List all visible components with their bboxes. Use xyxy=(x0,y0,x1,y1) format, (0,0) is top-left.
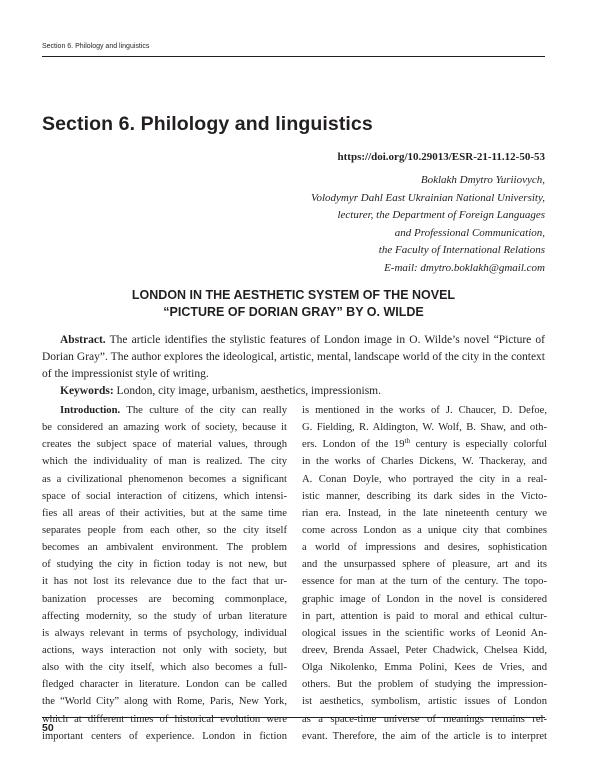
text-line: istic manner, describing its dark sides in the Victo- xyxy=(302,490,547,502)
section-title: Section 6. Philology and linguistics xyxy=(42,113,373,135)
text-line: is mentioned in the works of J. Chaucer, D. Defoe, xyxy=(302,405,547,416)
page-number: 50 xyxy=(42,722,54,734)
author-email[interactable]: E-mail: dmytro.boklakh@gmail.com xyxy=(384,261,545,274)
text-line: is always relevant in terms of psychology, individual xyxy=(42,627,287,639)
text-line: dreev, Brenda Assael, Peter Chadwick, Chelsea Kidd, xyxy=(302,644,547,656)
keywords-label: Keywords: xyxy=(60,385,114,397)
text-line: Olga Nikolenko, Emma Polini, Kees de Vries, and xyxy=(302,662,547,674)
text-line: ist aesthetics, symbolism, artistic issues of London xyxy=(302,696,547,708)
abstract-label: Abstract. xyxy=(60,334,106,346)
text-line: G. Fielding, R. Aldington, W. Wolf, B. Shaw, and oth- xyxy=(302,422,547,434)
text-line: evant. Therefore, the aim of the article is to interpret xyxy=(302,730,547,742)
body-column-left xyxy=(42,402,287,745)
header-rule xyxy=(42,56,545,57)
running-head: Section 6. Philology and linguistics xyxy=(42,43,150,50)
text-line-content: century is especially colorful xyxy=(410,439,547,451)
text-line: come across London as a unique city that combines xyxy=(302,524,547,536)
text-line xyxy=(302,436,547,453)
text-line: creates the subject space of material values, through xyxy=(42,439,287,451)
text-line: be considered an amazing work of society, because it xyxy=(42,422,287,434)
text-line: and the unsurpassed sphere of pleasure, art and its xyxy=(302,559,547,571)
text-line: which the individuality of man is realized. The city xyxy=(42,456,287,468)
text-line: as a civilizational phenomenon becomes a significant xyxy=(42,473,287,485)
text-line: A. Conan Doyle, who portrayed the city in a real- xyxy=(302,473,547,485)
text-line: essence for man at the turn of the century. The topo- xyxy=(302,576,547,588)
text-line: affecting modernity, so the study of urban literature xyxy=(42,610,287,622)
abstract xyxy=(42,332,545,383)
text-line-content: ers. London of the 19 xyxy=(302,439,405,451)
text-line: in part, attention is paid to moral and ethical cultur- xyxy=(302,610,547,622)
text-line: graphic image of London in the novel is considered xyxy=(302,593,547,605)
text-line: becomes an ambivalent environment. The problem xyxy=(42,542,287,554)
text-line: as a space-time universe of meanings remains rel- xyxy=(302,713,547,725)
text-line: space of social interaction of citizens, which intensi- xyxy=(42,490,287,502)
ordinal-suffix: th xyxy=(404,437,411,446)
author-block xyxy=(311,172,545,278)
text-line: ological issues in the scientific works of Leonid An- xyxy=(302,627,547,639)
text-line: banization processes are becoming commonplace, xyxy=(42,593,287,605)
text-line: fledged character in literature. London can be called xyxy=(42,679,287,691)
article-title-line: LONDON IN THE AESTHETIC SYSTEM OF THE NOVEL xyxy=(131,288,456,302)
text-line: also with the city itself, which also becomes a full- xyxy=(42,662,287,674)
text-line: which at different times of historical evolution were xyxy=(42,713,287,725)
text-line: the “World City” along with Rome, Paris, New York, xyxy=(42,696,287,708)
author-department: and Professional Communication, xyxy=(394,226,545,239)
text-line: others. But the problem of studying the impression- xyxy=(302,679,547,691)
article-title xyxy=(42,287,545,321)
footer-rule xyxy=(42,717,545,718)
text-line: separates people from each other, so the city itself xyxy=(42,524,287,536)
text-line: of studying the city in fiction today is not new, but xyxy=(42,559,287,571)
text-line: a world of impressions and desires, sophistication xyxy=(302,542,547,554)
article-title-line: “PICTURE OF DORIAN GRAY” BY O. WILDE xyxy=(163,305,424,319)
text-line: actions, ways interaction not only with society, but xyxy=(42,644,287,656)
doi-link[interactable]: https://doi.org/10.29013/ESR-21-11.12-50-53 xyxy=(337,151,545,163)
body-column-right xyxy=(302,402,547,745)
author-position: lecturer, the Department of Foreign Languages xyxy=(337,209,545,222)
text-line: important centers of experience. London in fiction xyxy=(42,730,287,742)
abstract-text: The article identifies the stylistic features of London image in O. Wilde’s novel “Picture of Dorian Gray”. The author explores the ideological, artistic, mental, landscape world of the city in the context of the impressionist style of writing. xyxy=(42,334,546,380)
keywords xyxy=(42,383,545,400)
text-line: it has not lost its relevance due to the fact that ur- xyxy=(42,576,287,588)
text-line xyxy=(42,402,287,419)
text-line-content: The culture of the city can really xyxy=(126,405,287,416)
text-line: in the works of Charles Dickens, W. Thackeray, and xyxy=(302,456,547,468)
text-line: rian era. Instead, in the late nineteenth century we xyxy=(302,507,547,519)
text-line: fies all areas of their activities, but at the same time xyxy=(42,507,287,519)
author-affiliation: Volodymyr Dahl East Ukrainian National University, xyxy=(310,191,545,204)
keywords-text: London, city image, urbanism, aesthetics, impressionism. xyxy=(116,385,382,397)
introduction-label: Introduction. xyxy=(60,405,121,416)
author-name: Boklakh Dmytro Yuriiovych, xyxy=(420,174,545,186)
author-faculty: the Faculty of International Relations xyxy=(378,244,545,257)
